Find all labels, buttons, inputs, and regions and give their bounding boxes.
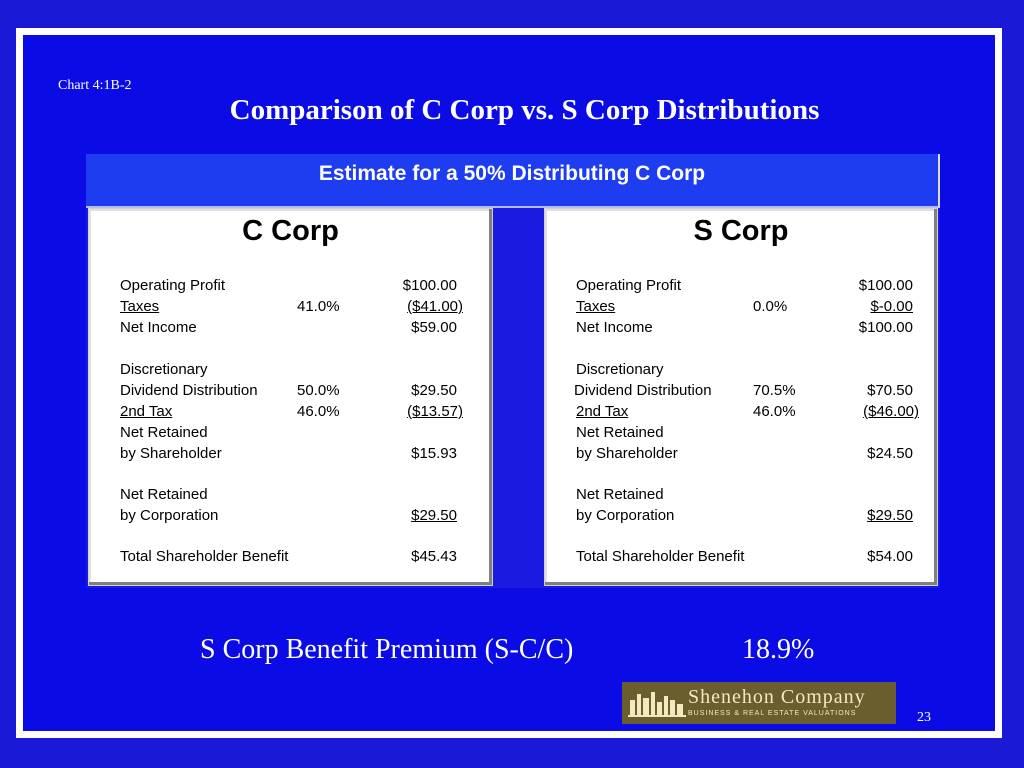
s-row-value: $24.50 xyxy=(867,445,913,462)
c-row-value: ($41.00) xyxy=(407,298,463,315)
s-row-label: 2nd Tax xyxy=(576,403,629,420)
logo-name: Shenehon Company xyxy=(688,686,866,708)
banner xyxy=(86,154,940,208)
chart-id: Chart 4:1B-2 xyxy=(58,78,132,93)
s-corp-box xyxy=(544,208,938,586)
s-row-value: $54.00 xyxy=(867,548,913,565)
s-row-label: by Shareholder xyxy=(576,445,678,462)
c-row-label: Total Shareholder Benefit xyxy=(120,548,289,565)
c-corp-title: C Corp xyxy=(242,215,339,247)
c-row-value: $29.50 xyxy=(411,382,457,399)
s-row-pct: 70.5% xyxy=(753,382,796,399)
c-row-label: Dividend Distribution xyxy=(120,382,258,399)
c-row-label: Net Retained xyxy=(120,486,208,503)
c-row-value: $100.00 xyxy=(402,277,457,294)
c-row-label: 2nd Tax xyxy=(120,403,173,420)
c-row-label: by Shareholder xyxy=(120,445,222,462)
s-row-value: $29.50 xyxy=(867,507,913,524)
premium-value: 18.9% xyxy=(742,634,815,665)
s-row-label: Discretionary xyxy=(576,361,664,378)
s-row-value: $70.50 xyxy=(867,382,913,399)
s-row-label: Net Retained xyxy=(576,486,664,503)
c-row-label: by Corporation xyxy=(120,507,219,524)
c-row-pct: 50.0% xyxy=(297,382,340,399)
s-row-label: Net Income xyxy=(576,319,653,336)
s-row-value: $100.00 xyxy=(858,319,913,336)
premium-label: S Corp Benefit Premium (S-C/C) xyxy=(200,634,574,665)
s-row-label: Total Shareholder Benefit xyxy=(576,548,745,565)
logo-tagline: BUSINESS & REAL ESTATE VALUATIONS xyxy=(688,710,857,717)
s-row-value: $100.00 xyxy=(858,277,913,294)
c-row-label: Discretionary xyxy=(120,361,208,378)
s-row-label: Net Retained xyxy=(576,424,664,441)
c-row-pct: 41.0% xyxy=(297,298,340,315)
c-row-value: $15.93 xyxy=(411,445,457,462)
s-row-pct: 0.0% xyxy=(753,298,788,315)
page-number: 23 xyxy=(917,710,931,725)
s-corp-title: S Corp xyxy=(693,215,789,247)
banner-text: Estimate for a 50% Distributing C Corp xyxy=(318,162,706,185)
s-row-label: Dividend Distribution xyxy=(574,382,712,399)
c-row-value: $59.00 xyxy=(411,319,457,336)
c-row-value: ($13.57) xyxy=(407,403,463,420)
s-row-value: ($46.00) xyxy=(863,403,919,420)
city-skyline-icon xyxy=(628,686,686,720)
comparison-panel xyxy=(86,154,940,588)
c-row-value: $29.50 xyxy=(411,507,457,524)
s-row-pct: 46.0% xyxy=(753,403,796,420)
s-row-label: Taxes xyxy=(576,298,616,315)
c-row-label: Net Retained xyxy=(120,424,208,441)
c-row-label: Net Income xyxy=(120,319,197,336)
s-row-value: $-0.00 xyxy=(870,298,913,315)
slide-title: Comparison of C Corp vs. S Corp Distributions xyxy=(229,94,820,126)
c-corp-box xyxy=(88,208,493,586)
company-logo xyxy=(622,682,896,724)
c-row-value: $45.43 xyxy=(411,548,457,565)
c-row-pct: 46.0% xyxy=(297,403,340,420)
s-row-label: by Corporation xyxy=(576,507,675,524)
c-row-label: Taxes xyxy=(120,298,160,315)
c-row-label: Operating Profit xyxy=(120,277,226,294)
s-row-label: Operating Profit xyxy=(576,277,682,294)
